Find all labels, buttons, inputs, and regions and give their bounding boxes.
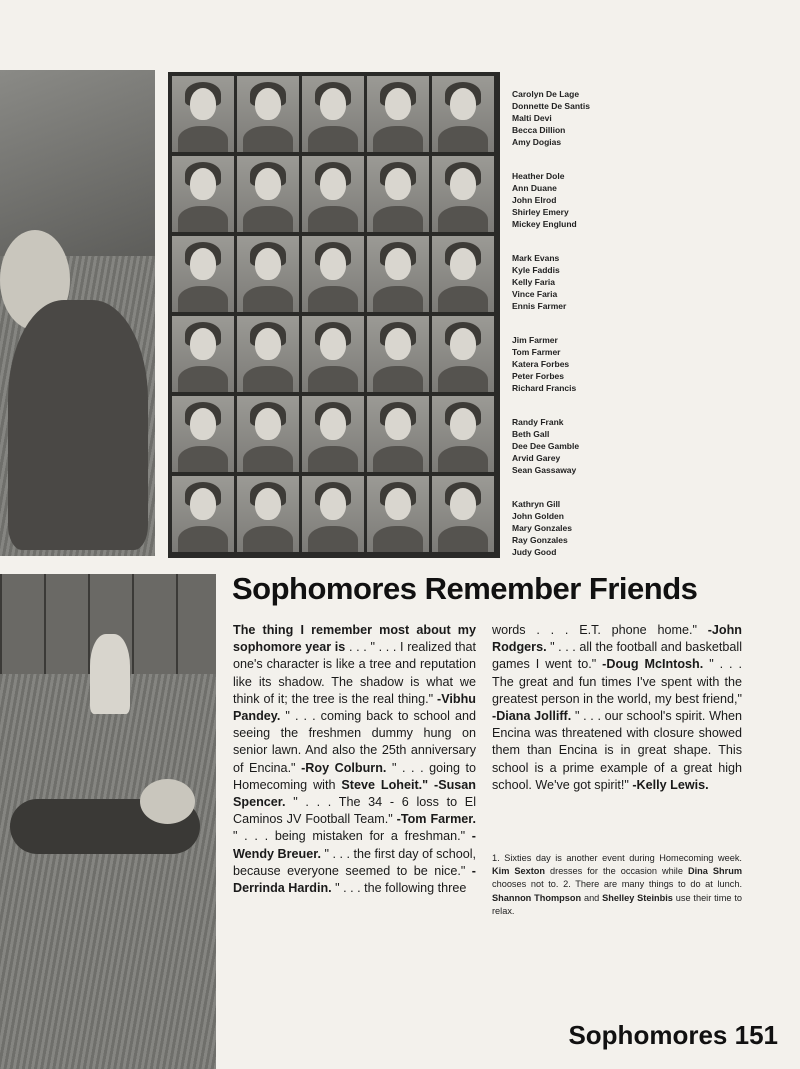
bold-run: Kim Sexton: [492, 866, 546, 877]
portrait-name-list: [512, 498, 572, 558]
portrait-name-list: [512, 170, 577, 230]
bold-run: -Derrinda Hardin.: [233, 863, 476, 896]
student-portrait: [367, 476, 429, 552]
student-portrait: [237, 236, 299, 312]
photo-caption: [492, 852, 742, 918]
student-name: Arvid Garey: [512, 453, 561, 463]
text-run: " . . . coming back to school and seeing the freshmen dummy hung on senior lawn. And also the 25th anniversary of Encina.": [233, 709, 476, 775]
student-portrait: [432, 476, 494, 552]
student-name: Vince Faria: [512, 289, 558, 299]
bold-run: Steve Loheit." -Susan Spencer.: [233, 777, 476, 810]
student-name: Mark Evans: [512, 253, 560, 263]
bold-run: -Roy Colburn.: [301, 760, 387, 775]
text-run: 1. Sixties day is another event during Homecoming week.: [492, 853, 742, 863]
folio-page-number: 151: [734, 1020, 778, 1050]
bold-run: Shannon Thompson: [492, 892, 582, 903]
student-name: Tom Farmer: [512, 347, 561, 357]
student-portrait: [172, 316, 234, 392]
student-name: John Elrod: [512, 195, 557, 205]
bold-run: The thing I remember most about my sophomore year is: [233, 623, 476, 655]
page-folio: [568, 1020, 778, 1051]
student-name: Becca Dillion: [512, 125, 566, 135]
text-run: use their time to relax.: [492, 892, 743, 916]
student-portrait: [432, 156, 494, 232]
student-portrait: [302, 156, 364, 232]
student-portrait: [367, 316, 429, 392]
student-portrait: [172, 396, 234, 472]
student-portrait: [172, 156, 234, 232]
bold-run: -Kelly Lewis.: [632, 777, 709, 792]
student-name: Amy Dogias: [512, 137, 562, 147]
text-run: " . . . all the football and basketball games I went to.": [492, 640, 742, 672]
student-name: Kyle Faddis: [512, 265, 560, 275]
text-run: chooses not to. 2. There are many things to do at lunch.: [492, 879, 742, 890]
bold-run: -Tom Farmer.: [396, 812, 476, 827]
text-run: " . . . The 34 - 6 loss to El Caminos JV Football Team.": [233, 795, 476, 827]
text-run: " . . . The great and fun times I've spent with the greatest person in the world, my best friend,": [492, 657, 742, 706]
text-run: " . . . our school's spirit. When Encina was threatened with closure showed them than Encina is in great shape. This school is a prime example of a great high school. We've got spirit!": [492, 709, 742, 792]
student-portrait: [302, 76, 364, 152]
student-name: Kathryn Gill: [512, 499, 561, 509]
student-portrait: [367, 236, 429, 312]
student-portrait: [432, 396, 494, 472]
text-run: words . . . E.T. phone home.": [492, 623, 708, 637]
folio-section: Sophomores: [568, 1020, 728, 1050]
bold-run: -Doug McIntosh.: [602, 657, 704, 672]
student-name: Heather Dole: [512, 171, 565, 181]
student-portrait: [237, 76, 299, 152]
student-name: Jim Farmer: [512, 335, 558, 345]
student-name: Randy Frank: [512, 417, 564, 427]
student-name: Ennis Farmer: [512, 301, 567, 311]
student-name: Malti Devi: [512, 113, 552, 123]
student-name: Mary Gonzales: [512, 523, 572, 533]
student-portrait: [237, 156, 299, 232]
student-portrait: [172, 476, 234, 552]
portrait-name-list: [512, 334, 576, 394]
text-run: and: [581, 892, 603, 903]
portrait-name-list: [512, 88, 590, 148]
student-portrait: [367, 396, 429, 472]
student-portrait: [237, 396, 299, 472]
student-name: Kelly Faria: [512, 277, 555, 287]
bold-run: -John Rodgers.: [492, 623, 742, 655]
student-portrait: [237, 476, 299, 552]
student-portrait: [172, 76, 234, 152]
bold-run: Dina Shrum: [687, 866, 743, 877]
student-name: Carolyn De Lage: [512, 89, 580, 99]
page-headline: Sophomores Remember Friends: [232, 571, 698, 606]
student-name: Mickey Englund: [512, 219, 577, 229]
student-name: Shirley Emery: [512, 207, 569, 217]
student-name: Katera Forbes: [512, 359, 570, 369]
student-portrait: [172, 236, 234, 312]
text-run: " . . . the first day of school, because everyone seemed to be nice.": [233, 846, 477, 878]
text-run: dresses for the occasion while: [545, 866, 688, 877]
student-portrait: [432, 236, 494, 312]
bold-run: -Vibhu Pandey.: [233, 691, 476, 724]
student-portrait: [432, 316, 494, 392]
portrait-name-list: [512, 416, 579, 476]
text-run: " . . . being mistaken for a freshman.": [233, 829, 472, 844]
student-portrait: [302, 396, 364, 472]
student-name: Judy Good: [512, 547, 557, 557]
portrait-name-list: [512, 252, 566, 312]
student-name: Beth Gall: [512, 429, 550, 439]
candid-photo-peace-sign: [0, 70, 155, 556]
student-portrait: [302, 316, 364, 392]
bold-run: Shelley Steinbis: [602, 892, 673, 903]
student-name: Peter Forbes: [512, 371, 564, 381]
student-name: Sean Gassaway: [512, 465, 577, 475]
student-portrait: [237, 316, 299, 392]
student-name: Ann Duane: [512, 183, 557, 193]
story-column-1: [233, 622, 476, 897]
student-portrait: [367, 76, 429, 152]
portrait-grid: [168, 72, 500, 558]
student-name: Dee Dee Gamble: [512, 441, 580, 451]
student-portrait: [432, 76, 494, 152]
text-run: " . . . the following three: [331, 881, 467, 896]
student-name: John Golden: [512, 511, 564, 521]
student-name: Richard Francis: [512, 383, 577, 393]
candid-photo-lawn: [0, 574, 216, 1069]
student-portrait: [367, 156, 429, 232]
student-portrait: [302, 236, 364, 312]
student-name: Donnette De Santis: [512, 101, 590, 111]
student-name: Ray Gonzales: [512, 535, 568, 545]
bold-run: -Diana Jolliff.: [492, 709, 572, 724]
text-run: " . . . going to Homecoming with: [233, 760, 477, 792]
text-run: . . . " . . . I realized that one's character is like a tree and reputation like its shadow. The shadow is what we think of it; the tree is the real thing.": [233, 640, 476, 706]
student-portrait: [302, 476, 364, 552]
story-column-2: [492, 622, 742, 794]
bold-run: -Wendy Breuer.: [233, 829, 476, 861]
